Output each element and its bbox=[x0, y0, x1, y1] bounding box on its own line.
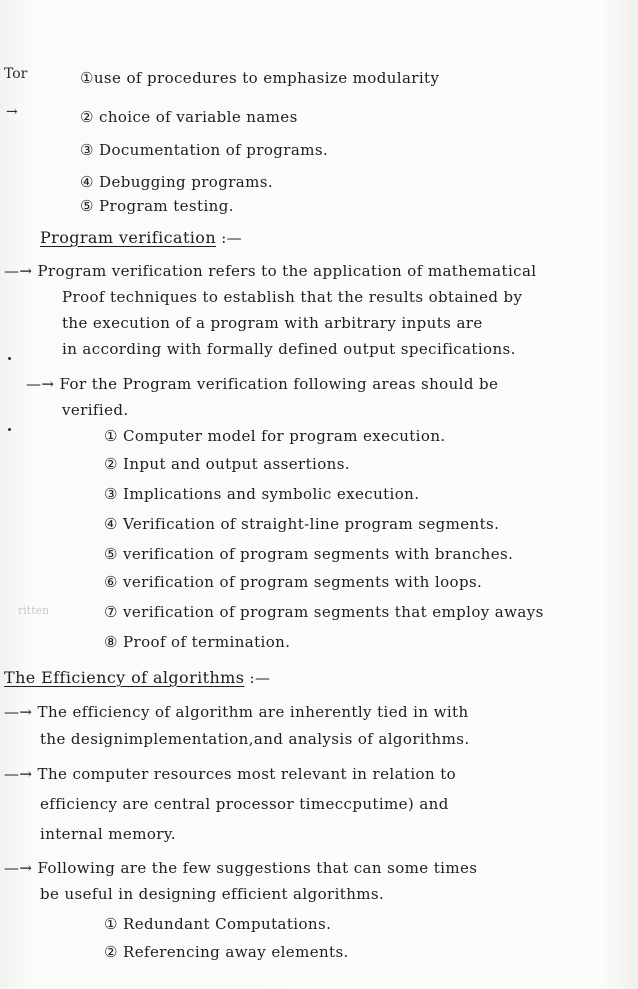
section-heading bbox=[40, 228, 242, 248]
list-item: ⑧ Proof of termination. bbox=[104, 633, 291, 651]
paragraph-line: —→ For the Program verification following areas should be bbox=[26, 375, 499, 393]
list-item: ④ Verification of straight-line program segments. bbox=[104, 515, 500, 533]
list-item: ③ Implications and symbolic execution. bbox=[104, 485, 420, 503]
paragraph-line: —→ The computer resources most relevant in relation to bbox=[4, 765, 457, 783]
margin-note-top: Tor bbox=[4, 66, 28, 82]
paragraph-line: verified. bbox=[62, 401, 129, 419]
heading-suffix: :— bbox=[249, 669, 271, 687]
list-item: ② choice of variable names bbox=[80, 108, 298, 126]
list-item: ①use of procedures to emphasize modularity bbox=[80, 69, 440, 87]
margin-dot bbox=[8, 428, 11, 431]
paragraph-line: be useful in designing efficient algorithms. bbox=[40, 885, 385, 903]
list-item: ① Redundant Computations. bbox=[104, 915, 332, 933]
paragraph-line: —→ The efficiency of algorithm are inherently tied in with bbox=[4, 703, 469, 721]
list-item: ⑤ Program testing. bbox=[80, 197, 234, 215]
list-item: ② Input and output assertions. bbox=[104, 455, 350, 473]
heading-text: The Efficiency of algorithms bbox=[4, 668, 245, 687]
paragraph-line: internal memory. bbox=[40, 825, 176, 843]
list-item: ③ Documentation of programs. bbox=[80, 141, 329, 159]
list-item: ④ Debugging programs. bbox=[80, 173, 274, 191]
list-item: ① Computer model for program execution. bbox=[104, 427, 446, 445]
margin-dot bbox=[8, 357, 11, 360]
list-item: ⑥ verification of program segments with loops. bbox=[104, 573, 483, 591]
heading-suffix: :— bbox=[221, 229, 243, 247]
paragraph-line: —→ Program verification refers to the application of mathematical bbox=[4, 262, 537, 280]
paragraph-line: the designimplementation,and analysis of algorithms. bbox=[40, 730, 470, 748]
margin-faded-note: ritten bbox=[18, 604, 50, 617]
section-heading bbox=[4, 668, 270, 688]
paragraph-line: in according with formally defined output specifications. bbox=[62, 340, 516, 358]
list-item: ⑦ verification of program segments that employ aways bbox=[104, 603, 544, 621]
margin-arrow: → bbox=[6, 104, 18, 120]
heading-text: Program verification bbox=[40, 228, 217, 247]
paragraph-line: efficiency are central processor timeccputime) and bbox=[40, 795, 449, 813]
list-item: ② Referencing away elements. bbox=[104, 943, 349, 961]
list-item: ⑤ verification of program segments with branches. bbox=[104, 545, 514, 563]
paragraph-line: Proof techniques to establish that the results obtained by bbox=[62, 288, 523, 306]
paragraph-line: the execution of a program with arbitrary inputs are bbox=[62, 314, 483, 332]
paragraph-line: —→ Following are the few suggestions that can some times bbox=[4, 859, 478, 877]
